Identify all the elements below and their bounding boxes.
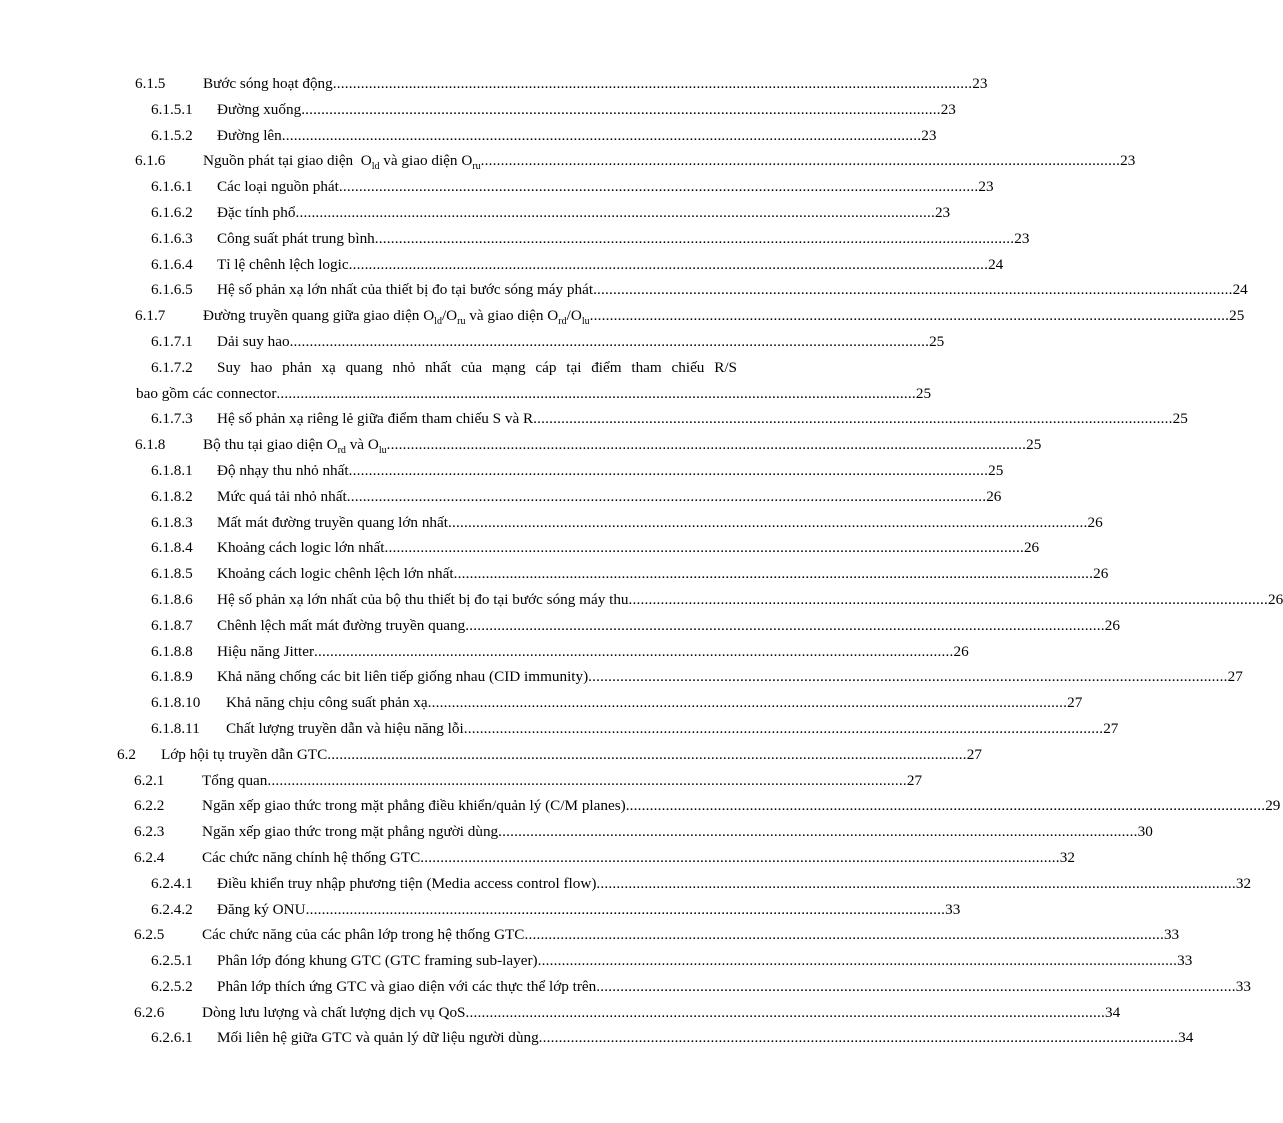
toc-title: Phân lớp thích ứng GTC và giao diện với các thực thể lớp trên <box>217 977 597 995</box>
toc-number: 6.2.4 <box>134 848 165 866</box>
toc-entry-link[interactable] <box>151 255 1004 274</box>
toc-number: 6.2.3 <box>134 823 165 841</box>
toc-title <box>203 152 481 173</box>
toc-leader: ................................................................................................................................................................ <box>465 1003 1105 1021</box>
toc-page: 33 <box>945 900 961 918</box>
toc-number: 6.2.1 <box>134 771 165 789</box>
toc-title-part: và giao diện O <box>465 307 559 325</box>
toc-title: Đăng ký ONU <box>217 900 306 918</box>
toc-page: 23 <box>940 100 956 118</box>
toc-page: 34 <box>1178 1029 1194 1047</box>
toc-title: Khoảng cách logic lớn nhất <box>217 539 385 557</box>
toc-row <box>0 329 945 355</box>
toc-row <box>0 793 1281 819</box>
toc-entry-link[interactable] <box>151 359 737 377</box>
toc-title: Mối liên hệ giữa GTC và quản lý dữ liệu người dùng <box>217 1029 539 1047</box>
toc-title-subscript: lu <box>581 316 590 328</box>
toc-page: 27 <box>966 745 982 763</box>
toc-row <box>0 639 969 665</box>
toc-row <box>0 200 951 226</box>
toc-title: Khoảng cách logic chênh lệch lớn nhất <box>217 565 454 583</box>
toc-number: 6.1.8.6 <box>151 590 193 608</box>
toc-leader: ................................................................................................................................................................ <box>524 926 1164 944</box>
toc-title: Đường xuống <box>217 100 302 118</box>
toc-row <box>0 355 816 381</box>
toc-leader: ................................................................................................................................................................ <box>374 229 1015 247</box>
toc-row <box>0 690 1083 716</box>
toc-title: Lớp hội tụ truyền dẫn GTC <box>161 745 328 763</box>
toc-row <box>0 123 937 149</box>
toc-row <box>0 381 932 407</box>
toc-entry-link[interactable] <box>134 1003 1121 1022</box>
toc-entry-link[interactable] <box>134 848 1075 867</box>
toc-leader: ................................................................................................................................................................ <box>305 900 946 918</box>
toc-number: 6.2.4.2 <box>151 900 193 918</box>
toc-leader: ................................................................................................................................................................ <box>465 616 1105 634</box>
toc-entry-link[interactable] <box>151 203 951 222</box>
toc-row <box>0 819 1153 845</box>
toc-title: Khả năng chống các bit liên tiếp giống nhau (CID immunity) <box>217 668 589 686</box>
toc-title: Ngăn xếp giao thức trong mặt phẳng điều khiển/quản lý (C/M planes) <box>202 797 626 815</box>
toc-page: 27 <box>906 771 923 789</box>
toc-title <box>203 307 590 328</box>
toc-number: 6.1.6.3 <box>151 229 193 247</box>
toc-number: 6.1.8.7 <box>151 616 193 634</box>
toc-leader: ................................................................................................................................................................ <box>267 771 907 789</box>
toc-page: 25 <box>915 384 932 402</box>
toc-page: 26 <box>1268 590 1283 608</box>
toc-leader: ................................................................................................................................................................ <box>447 513 1088 531</box>
toc-title: Dòng lưu lượng và chất lượng dịch vụ QoS <box>202 1003 466 1021</box>
toc-title-part: /O <box>566 307 582 325</box>
toc-row <box>0 897 961 923</box>
toc-title: Các chức năng của các phân lớp trong hệ thống GTC <box>202 926 525 944</box>
toc-leader: ................................................................................................................................................................ <box>348 255 989 273</box>
toc-leader: ................................................................................................................................................................ <box>596 874 1236 892</box>
toc-number: 6.1.5.1 <box>151 100 193 118</box>
toc-row <box>0 303 1245 329</box>
toc-leader: ................................................................................................................................................................ <box>332 75 973 92</box>
toc-title-subscript: ru <box>472 161 481 173</box>
toc-title-subscript: lu <box>378 445 387 457</box>
toc-title: Đặc tính phổ <box>217 203 296 221</box>
toc-number: 6.1.7.1 <box>151 332 193 350</box>
toc-title: Hệ số phản xạ lớn nhất của thiết bị đo tại bước sóng máy phát <box>217 281 594 299</box>
toc-page: 26 <box>1023 539 1040 557</box>
toc-leader: ................................................................................................................................................................ <box>593 281 1233 299</box>
toc-title: Ngăn xếp giao thức trong mặt phẳng người dùng <box>202 823 499 841</box>
toc-page: 27 <box>1067 694 1083 712</box>
toc-number: 6.2.2 <box>134 797 165 815</box>
toc-title: Tỉ lệ chênh lệch logic <box>217 255 349 273</box>
toc-entry-link[interactable] <box>151 694 1083 712</box>
toc-title-continued: bao gồm các connector <box>136 384 277 402</box>
toc-number: 6.1.8 <box>135 436 166 454</box>
toc-row <box>0 742 982 768</box>
toc-row <box>0 664 1243 690</box>
toc-row <box>0 97 956 123</box>
toc-page: 27 <box>1103 719 1119 737</box>
toc-entry-link[interactable] <box>135 436 1042 457</box>
toc-entry-link[interactable] <box>151 539 1040 557</box>
toc-number: 6.1.6.5 <box>151 281 193 299</box>
toc-entry-link[interactable] <box>135 152 1136 173</box>
toc-entry-link[interactable] <box>134 926 1180 944</box>
toc-entry-link[interactable] <box>151 229 1030 248</box>
toc-number: 6.1.8.3 <box>151 513 193 531</box>
toc-page: 29 <box>1265 797 1281 815</box>
toc-entry-link[interactable] <box>151 487 1002 506</box>
toc-row <box>0 845 1075 871</box>
toc-page: 27 <box>1227 668 1243 686</box>
toc-number: 6.1.7 <box>135 307 166 325</box>
toc-page: 33 <box>1163 926 1180 944</box>
toc-title-part: Đường truyền quang giữa giao diện O <box>203 307 435 325</box>
toc-title: Bước sóng hoạt động <box>203 75 333 92</box>
toc-row <box>0 406 1188 432</box>
toc-entry-link[interactable] <box>134 823 1153 841</box>
toc-title: Suy hao phản xạ quang nhỏ nhất của mạng cáp tại điểm tham chiếu R/S <box>217 358 737 376</box>
toc-row <box>0 148 1136 174</box>
toc-page: 26 <box>1087 513 1103 531</box>
toc-number: 6.2 <box>117 745 136 763</box>
toc-leader: ................................................................................................................................................................ <box>295 203 935 221</box>
toc-title: Chênh lệch mất mát đường truyền quang <box>217 616 466 634</box>
toc-leader: ................................................................................................................................................................ <box>289 332 930 350</box>
toc-leader: ................................................................................................................................................................ <box>596 977 1236 995</box>
toc-page: 25 <box>1026 436 1042 454</box>
toc-leader: ................................................................................................................................................................ <box>327 745 967 763</box>
toc-title: Các chức năng chính hệ thống GTC <box>202 848 421 866</box>
toc-entry-link[interactable] <box>134 771 923 790</box>
toc-leader: ................................................................................................................................................................ <box>420 848 1060 866</box>
toc-title: Điều khiển truy nhập phương tiện (Media access control flow) <box>217 874 597 892</box>
toc-leader: ................................................................................................................................................................ <box>498 823 1138 841</box>
toc-page: 23 <box>1014 229 1030 247</box>
toc-row <box>0 71 988 97</box>
toc-row <box>0 510 1103 536</box>
toc-number: 6.1.8.9 <box>151 668 193 686</box>
toc-page: 24 <box>988 255 1004 273</box>
toc-entry-link[interactable] <box>151 513 1103 532</box>
toc-leader: ................................................................................................................................................................ <box>338 178 979 196</box>
toc-page: 32 <box>1059 848 1075 866</box>
toc-title: Các loại nguồn phát <box>217 178 339 196</box>
toc-title: Công suất phát trung bình <box>217 229 375 247</box>
toc-leader: ................................................................................................................................................................ <box>453 565 1094 583</box>
toc-leader: ................................................................................................................................................................ <box>537 952 1178 970</box>
toc-number: 6.2.6 <box>134 1003 165 1021</box>
toc-entry-link[interactable] <box>136 384 932 403</box>
toc-number: 6.1.5 <box>135 75 166 92</box>
toc-row <box>0 277 1248 303</box>
toc-title: Hệ số phản xạ riêng lẻ giữa điểm tham chiếu S và R <box>217 410 534 428</box>
toc-row <box>0 252 1004 278</box>
toc-entry-link[interactable] <box>117 745 982 764</box>
toc-number: 6.1.7.3 <box>151 410 193 428</box>
toc-number: 6.1.8.4 <box>151 539 193 557</box>
toc-row <box>0 535 1040 561</box>
toc-leader: ................................................................................................................................................................ <box>384 539 1024 557</box>
toc-page: 23 <box>978 178 994 196</box>
toc-leader: ................................................................................................................................................................ <box>314 642 954 660</box>
toc-page: 26 <box>1093 565 1109 583</box>
toc-row <box>0 716 1119 742</box>
toc-leader: ................................................................................................................................................................ <box>480 152 1121 170</box>
toc-page: 25 <box>988 461 1004 479</box>
toc-entry-link[interactable] <box>135 75 988 93</box>
toc-page: 25 <box>1172 410 1188 428</box>
toc-title: Mất mát đường truyền quang lớn nhất <box>217 513 448 531</box>
toc-leader: ................................................................................................................................................................ <box>386 436 1027 454</box>
toc-entry-link[interactable] <box>151 126 937 145</box>
toc-title: Tổng quan <box>202 771 268 789</box>
toc-number: 6.1.8.8 <box>151 642 193 660</box>
toc-number: 6.2.4.1 <box>151 874 193 892</box>
toc-title-part: và O <box>345 436 379 454</box>
toc-title: Phân lớp đóng khung GTC (GTC framing sub-layer) <box>217 952 538 970</box>
toc-entry-link[interactable] <box>151 590 1283 609</box>
toc-number: 6.2.6.1 <box>151 1029 193 1047</box>
toc-number: 6.2.5.2 <box>151 977 193 995</box>
toc-leader: ................................................................................................................................................................ <box>588 668 1228 686</box>
toc-row <box>0 871 1252 897</box>
toc-number: 6.1.8.2 <box>151 487 193 505</box>
toc-leader: ................................................................................................................................................................ <box>301 100 941 118</box>
toc-row <box>0 1025 1194 1051</box>
toc-leader: ................................................................................................................................................................ <box>625 797 1266 815</box>
toc-number: 6.2.5 <box>134 926 165 944</box>
toc-title-subscript: rd <box>558 316 567 328</box>
toc-row <box>0 587 1283 613</box>
toc-leader: ................................................................................................................................................................ <box>346 487 987 505</box>
toc-entry-link[interactable] <box>151 616 1120 635</box>
toc-entry-link[interactable] <box>151 977 1251 996</box>
toc-entry-link[interactable] <box>151 565 1109 583</box>
toc-entry-link[interactable] <box>151 410 1188 428</box>
toc-title: Hiệu năng Jitter <box>217 642 315 660</box>
toc-leader: ................................................................................................................................................................ <box>348 461 989 479</box>
toc-leader: ................................................................................................................................................................ <box>628 590 1269 608</box>
toc-title-part: Nguồn phát tại giao diện O <box>203 152 372 170</box>
toc-page: 26 <box>986 487 1002 505</box>
toc-number: 6.1.6.1 <box>151 178 193 196</box>
toc-page: 23 <box>972 75 988 92</box>
toc-number: 6.1.6.4 <box>151 255 193 273</box>
toc-page: 30 <box>1137 823 1153 841</box>
toc-row <box>0 948 1193 974</box>
toc-page: 23 <box>934 203 951 221</box>
toc-page: 26 <box>1104 616 1120 634</box>
toc-number: 6.1.8.10 <box>151 694 201 712</box>
toc-entry-link[interactable] <box>151 1029 1194 1047</box>
toc-entry-link[interactable] <box>151 461 1004 480</box>
toc-row <box>0 1000 1121 1026</box>
toc-row <box>0 922 1180 948</box>
toc-title: Đường lên <box>217 126 282 144</box>
toc-number: 6.2.5.1 <box>151 952 193 970</box>
toc-entry-link[interactable] <box>151 642 969 661</box>
toc-entry-link[interactable] <box>135 307 1245 328</box>
toc-row <box>0 226 1030 252</box>
toc-row <box>0 768 923 794</box>
toc-title: Chất lượng truyền dẫn và hiệu năng lỗi <box>226 719 464 737</box>
toc-leader: ................................................................................................................................................................ <box>276 384 916 402</box>
toc-title-part: /O <box>441 307 458 325</box>
toc-title: Hệ số phản xạ lớn nhất của bộ thu thiết bị đo tại bước sóng máy thu <box>217 590 629 608</box>
toc-row <box>0 458 1004 484</box>
toc-number: 6.1.6.2 <box>151 203 193 221</box>
toc-entry-link[interactable] <box>151 178 994 196</box>
toc-page: 26 <box>953 642 969 660</box>
toc-leader: ................................................................................................................................................................ <box>427 694 1068 712</box>
toc-entry-link[interactable] <box>151 719 1119 738</box>
toc-number: 6.1.8.5 <box>151 565 193 583</box>
toc-title: Dải suy hao <box>217 332 290 350</box>
toc-entry-link[interactable] <box>151 281 1248 299</box>
toc-title-part: Bộ thu tại giao diện O <box>203 436 338 454</box>
toc-page: 33 <box>1177 952 1193 970</box>
toc-row <box>0 613 1120 639</box>
toc-page: 34 <box>1104 1003 1121 1021</box>
toc-leader: ................................................................................................................................................................ <box>589 307 1230 325</box>
toc-page: 24 <box>1232 281 1248 299</box>
toc-title-subscript: rd <box>337 445 346 457</box>
toc-entry-link[interactable] <box>151 332 945 351</box>
toc-number: 6.1.8.11 <box>151 719 200 737</box>
toc-entry-link[interactable] <box>151 100 956 119</box>
toc-entry-link[interactable] <box>151 900 961 919</box>
toc-title: Độ nhạy thu nhỏ nhất <box>217 461 349 479</box>
toc-row <box>0 974 1251 1000</box>
toc-title-part: và giao diện O <box>379 152 473 170</box>
toc-number: 6.1.5.2 <box>151 126 193 144</box>
toc-title: Mức quá tải nhỏ nhất <box>217 487 347 505</box>
toc-entry-link[interactable] <box>151 668 1243 686</box>
toc-row <box>0 561 1109 587</box>
toc-title-subscript: ld <box>434 316 442 328</box>
toc-leader: ................................................................................................................................................................ <box>463 719 1104 737</box>
table-of-contents <box>0 71 1283 1051</box>
toc-title: Khả năng chịu công suất phản xạ <box>226 694 428 712</box>
toc-row <box>0 174 994 200</box>
toc-page: 25 <box>1229 307 1245 325</box>
toc-title-subscript: ld <box>371 161 380 173</box>
toc-number: 6.1.6 <box>135 152 166 170</box>
toc-leader: ................................................................................................................................................................ <box>538 1029 1179 1047</box>
toc-row <box>0 432 1042 458</box>
toc-number: 6.1.7.2 <box>151 358 193 376</box>
toc-page: 32 <box>1235 874 1252 892</box>
toc-page: 23 <box>1120 152 1136 170</box>
toc-page: 23 <box>921 126 937 144</box>
toc-entry-link[interactable] <box>151 874 1252 893</box>
toc-title <box>203 436 387 457</box>
toc-entry-link[interactable] <box>134 797 1281 815</box>
toc-page: 25 <box>929 332 945 350</box>
toc-leader: ................................................................................................................................................................ <box>281 126 922 144</box>
toc-page: 33 <box>1235 977 1251 995</box>
toc-row <box>0 484 1002 510</box>
toc-leader: ................................................................................................................................................................ <box>533 410 1173 428</box>
toc-number: 6.1.8.1 <box>151 461 193 479</box>
toc-entry-link[interactable] <box>151 952 1193 970</box>
toc-title-subscript: ru <box>457 316 466 328</box>
